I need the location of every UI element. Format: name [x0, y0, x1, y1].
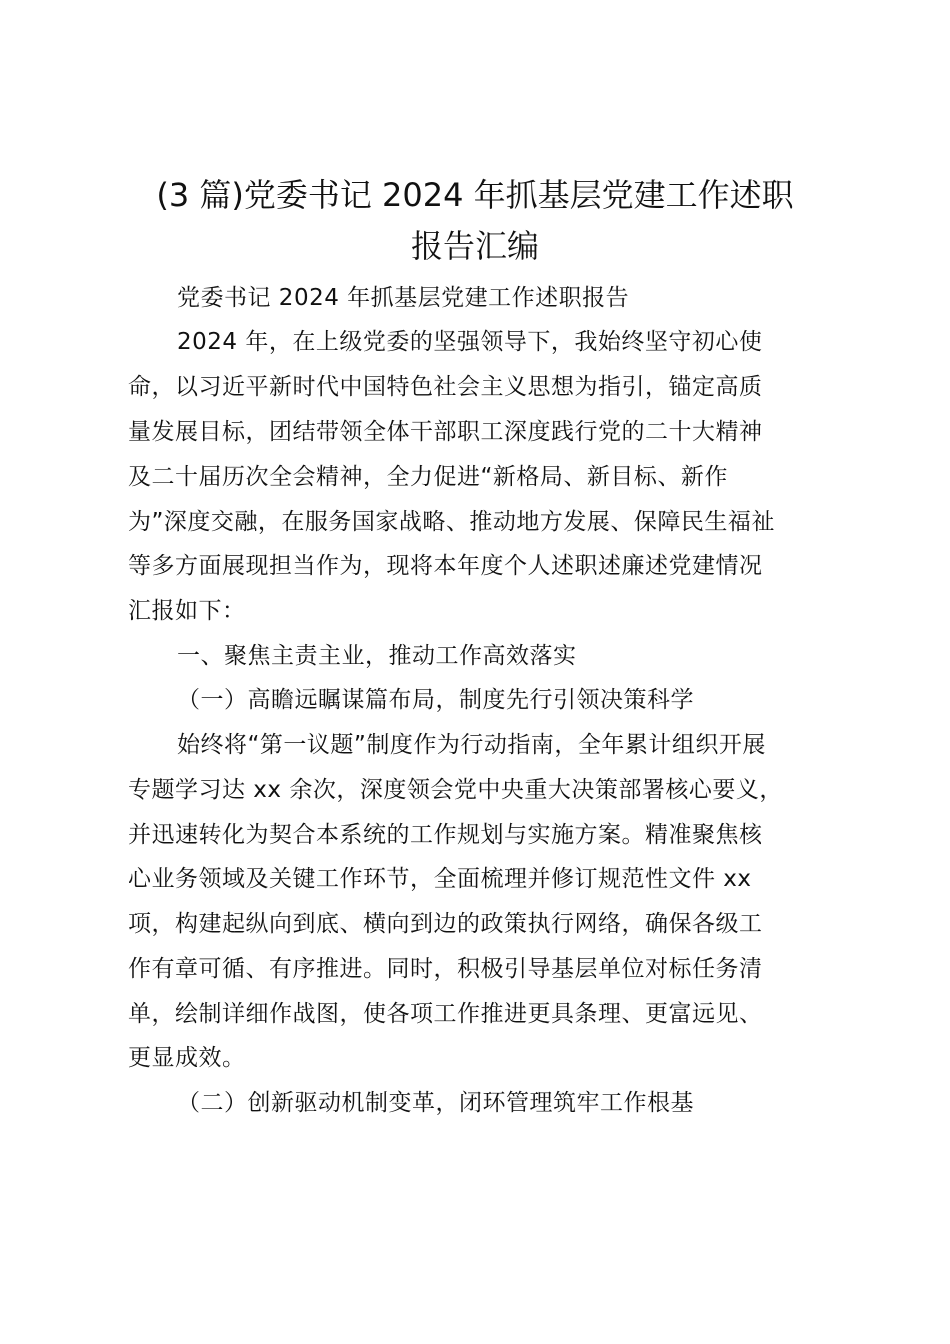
- paragraph-line: 心业务领域及关键工作环节，全面梳理并修订规范性文件 xx: [128, 866, 752, 892]
- paragraph-line: 始终将“第一议题”制度作为行动指南，全年累计组织开展: [177, 732, 766, 758]
- section-heading-1: 一、聚焦主责主业，推动工作高效落实: [177, 643, 577, 669]
- paragraph-line: 作有章可循、有序推进。同时，积极引导基层单位对标任务清: [128, 956, 763, 982]
- paragraph-line: 汇报如下：: [128, 598, 246, 624]
- subsection-heading-1: （一）高瞻远瞩谋篇布局，制度先行引领决策科学: [177, 687, 694, 713]
- paragraph-line: 专题学习达 xx 余次，深度领会党中央重大决策部署核心要义，: [128, 777, 783, 803]
- paragraph-line: 项，构建起纵向到底、横向到边的政策执行网络，确保各级工: [128, 911, 763, 937]
- paragraph-line: 单，绘制详细作战图，使各项工作推进更具条理、更富远见、: [128, 1001, 763, 1027]
- paragraph-line: 并迅速转化为契合本系统的工作规划与实施方案。精准聚焦核: [128, 822, 763, 848]
- paragraph-line: 命，以习近平新时代中国特色社会主义思想为指引，锚定高质: [128, 374, 763, 400]
- paragraph-line: 2024 年，在上级党委的坚强领导下，我始终坚守初心使: [177, 329, 763, 355]
- paragraph-line: 等多方面展现担当作为，现将本年度个人述职述廉述党建情况: [128, 553, 763, 579]
- document-title-line-2: 报告汇编: [410, 227, 539, 265]
- paragraph-line: 量发展目标，团结带领全体干部职工深度践行党的二十大精神: [128, 419, 763, 445]
- document-title-line-1: (3 篇)党委书记 2024 年抓基层党建工作述职: [156, 176, 794, 214]
- paragraph-line: 及二十届历次全会精神，全力促进“新格局、新目标、新作: [128, 464, 728, 490]
- paragraph-line: 为”深度交融，在服务国家战略、推动地方发展、保障民生福祉: [128, 509, 775, 535]
- subsection-heading-2: （二）创新驱动机制变革，闭环管理筑牢工作根基: [177, 1090, 694, 1116]
- paragraph-line: 更显成效。: [128, 1045, 246, 1071]
- subtitle: 党委书记 2024 年抓基层党建工作述职报告: [177, 285, 630, 311]
